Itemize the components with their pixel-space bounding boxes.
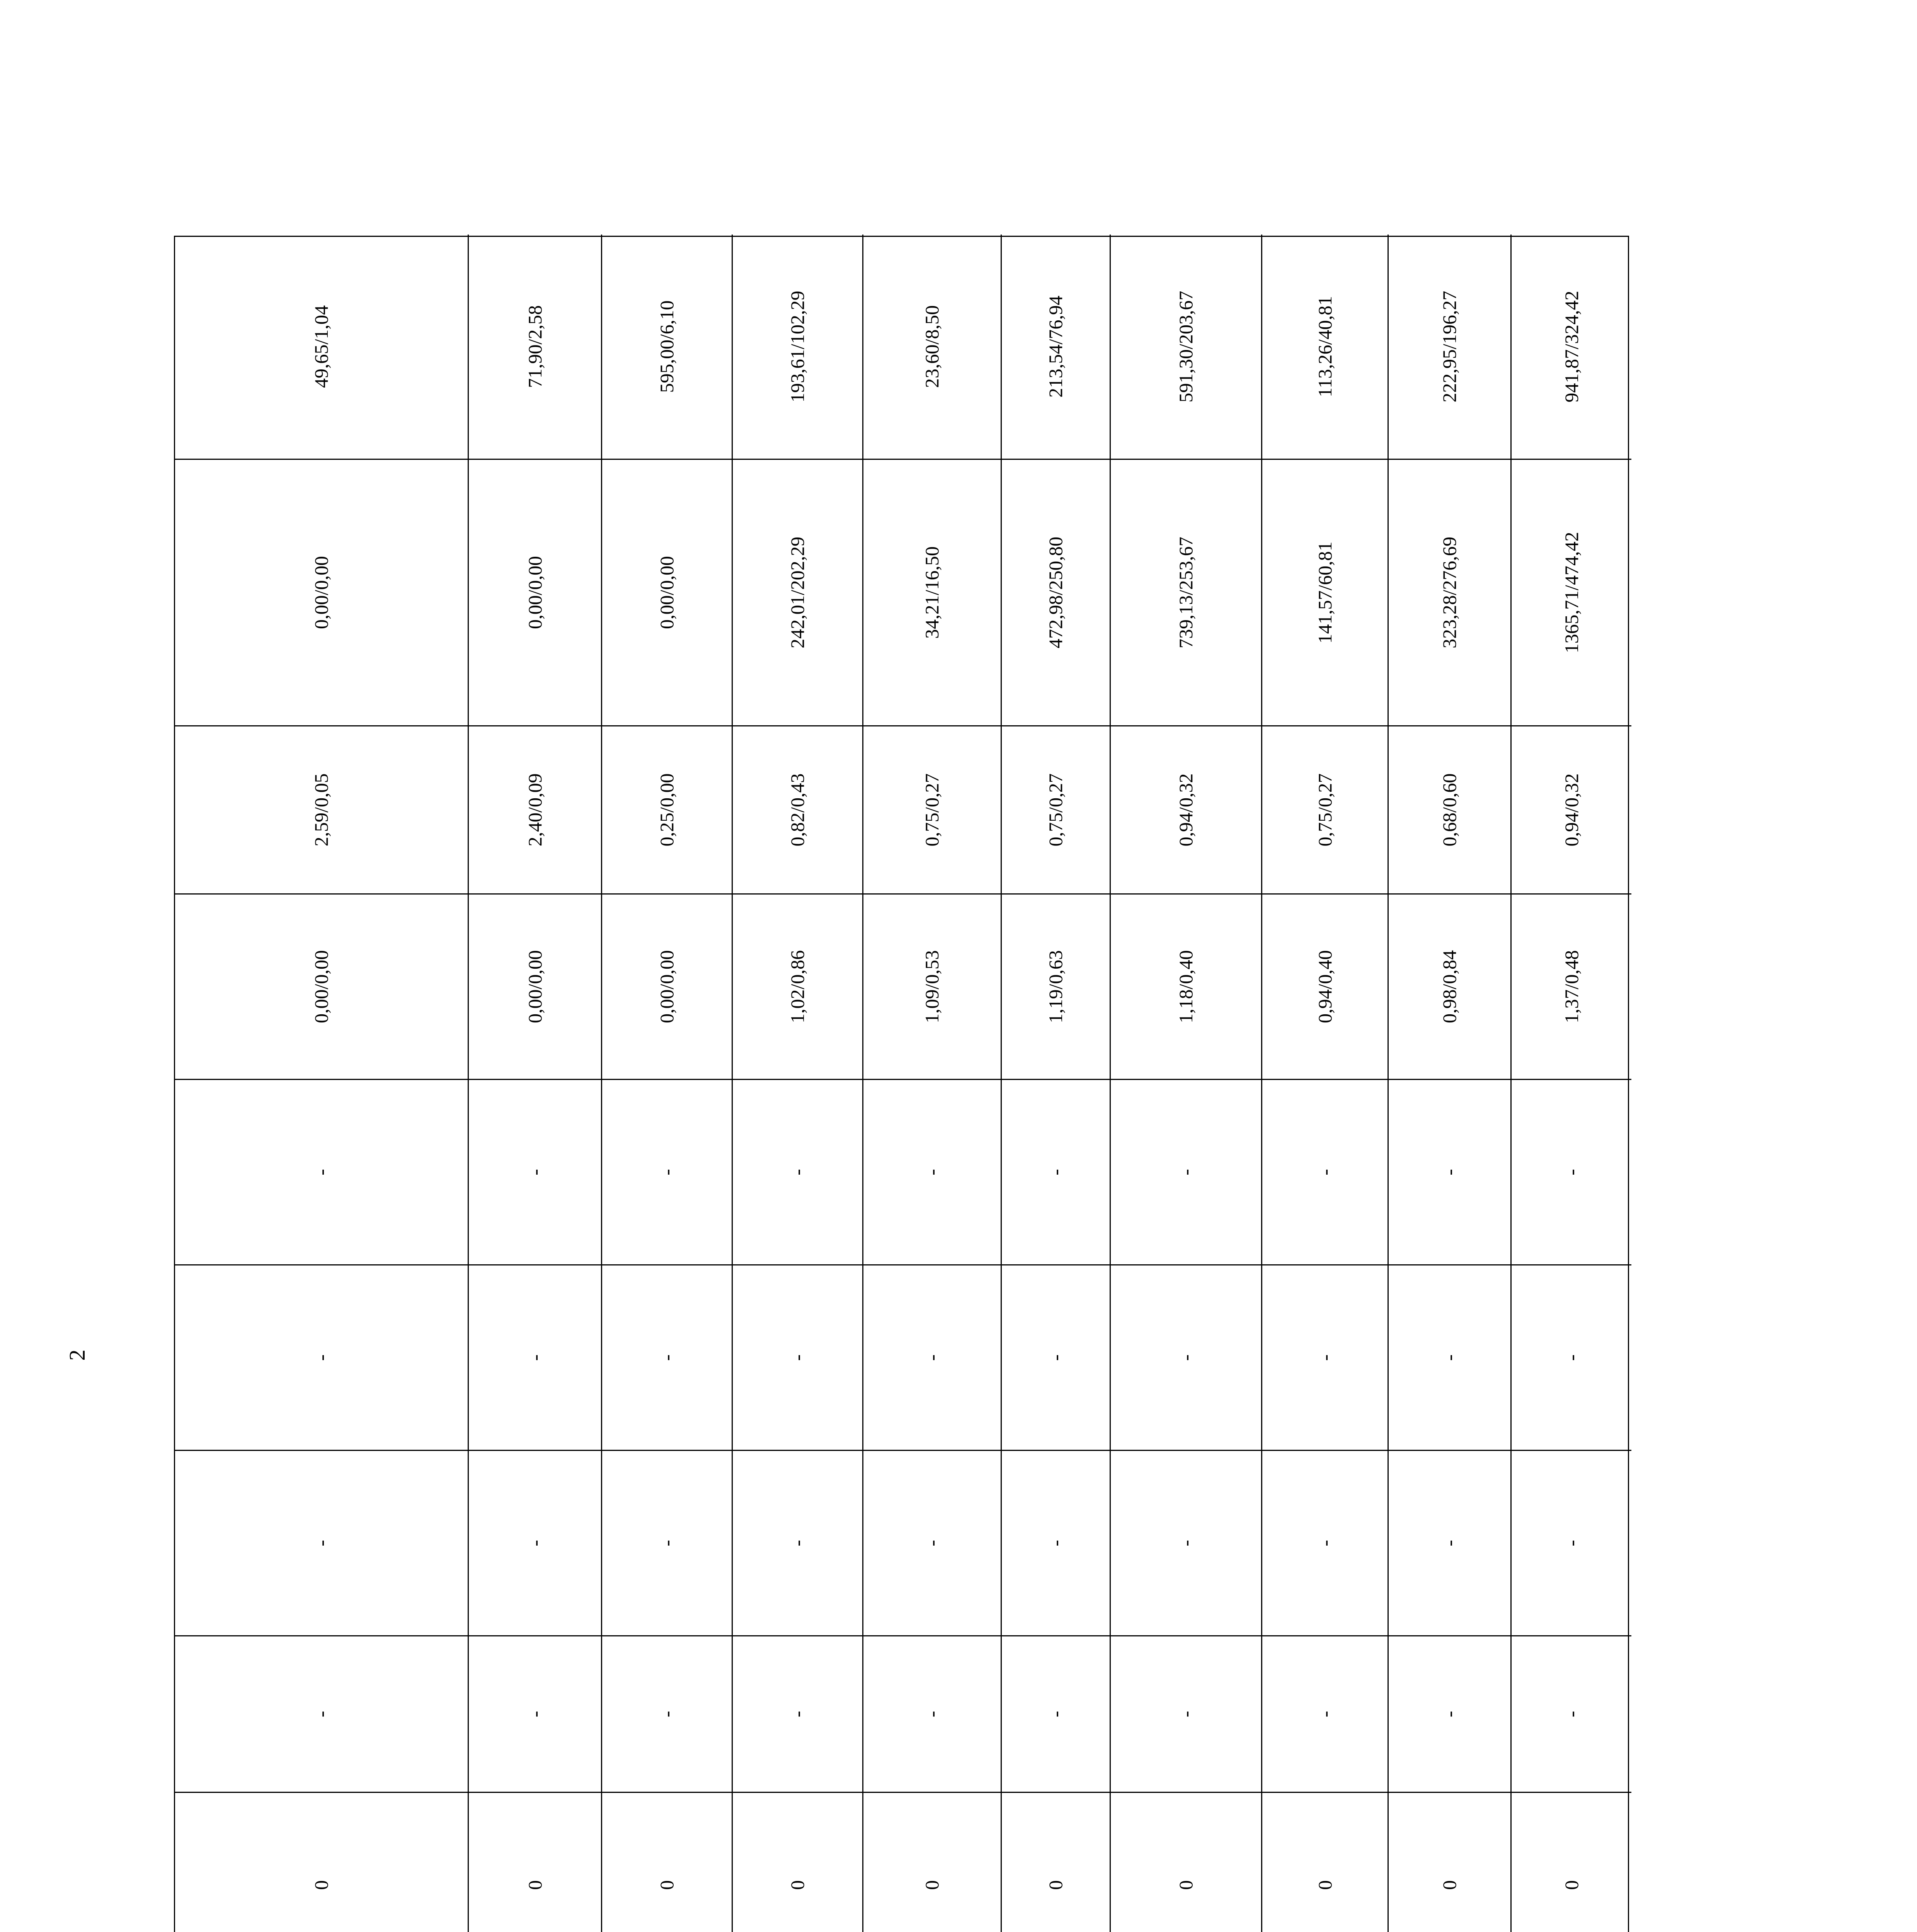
table-cell: 941,87/324,42	[1560, 291, 1582, 403]
table-cell: 0,82/0,43	[733, 725, 863, 893]
table-cell: -	[1262, 1635, 1389, 1792]
table-cell: 1,02/0,86	[733, 893, 863, 1079]
table-cell: 113,26/40,81	[1262, 235, 1389, 459]
table-cell: 1,37/0,48	[1512, 893, 1631, 1079]
table-cell: 0	[1512, 1792, 1631, 1932]
table-cell: -	[1002, 1079, 1111, 1264]
table-cell: -	[469, 1079, 602, 1264]
table-cell: -	[1389, 1450, 1512, 1635]
table-cell: 591,30/203,67	[1111, 235, 1262, 459]
table-cell: 2,40/0,09	[469, 725, 602, 893]
table-cell: -	[1111, 1450, 1262, 1635]
table-cell: -	[175, 1450, 469, 1635]
table-cell: 141,57/60,81	[1262, 459, 1389, 725]
table-cell: -	[602, 1635, 733, 1792]
table-cell: -	[733, 1450, 863, 1635]
table-cell: -	[602, 1450, 733, 1635]
table-cell: 1365,71/474,42	[1512, 459, 1631, 725]
table-cell: 0	[602, 1792, 733, 1932]
table-cell: 0	[863, 1792, 1002, 1932]
table-cell: 1,19/0,63	[1002, 893, 1111, 1079]
table-cell: 0	[175, 1792, 469, 1932]
table-cell: -	[1262, 1079, 1389, 1264]
table-cell: -	[863, 1450, 1002, 1635]
table-cell: -	[733, 1079, 863, 1264]
table-cell: -	[1262, 1450, 1389, 1635]
table-cell: 34,21/16,50	[863, 459, 1002, 725]
table-cell: 0,00/0,00	[469, 459, 602, 725]
table-cell: 0,75/0,27	[863, 725, 1002, 893]
table-cell: -	[602, 1079, 733, 1264]
table-cell: 0,68/0,60	[1389, 725, 1512, 893]
table-cell: 0,00/0,00	[175, 893, 469, 1079]
table-cell: -	[863, 1079, 1002, 1264]
table-cell: -	[1262, 1264, 1389, 1450]
table-cell: -	[469, 1264, 602, 1450]
table-cell: 242,01/202,29	[733, 459, 863, 725]
table-cell: 0	[1002, 1792, 1111, 1932]
table-cell: 0,75/0,27	[1002, 725, 1111, 893]
table-cell: 323,28/276,69	[1389, 459, 1512, 725]
table-cell: 0,98/0,84	[1389, 893, 1512, 1079]
table-cell: -	[175, 1079, 469, 1264]
table-cell: -	[1002, 1264, 1111, 1450]
table-cell: 71,90/2,58	[469, 235, 602, 459]
table-cell: 222,95/196,27	[1389, 235, 1512, 459]
table-cell: 2,59/0,05	[175, 725, 469, 893]
table-cell: -	[1389, 1635, 1512, 1792]
table-cell: 1,18/0,40	[1111, 893, 1262, 1079]
table-cell: 0,94/0,32	[1111, 725, 1262, 893]
table-cell: -	[1512, 1079, 1631, 1264]
table-cell: 595,00/6,10	[602, 235, 733, 459]
table-cell: 193,61/102,29	[733, 235, 863, 459]
table-cell: 0	[733, 1792, 863, 1932]
table-cell: -	[1512, 1450, 1631, 1635]
table-cell: -	[1002, 1450, 1111, 1635]
table-cell: -	[1512, 1264, 1631, 1450]
page-number: 2	[65, 1349, 90, 1361]
table-cell: -	[469, 1450, 602, 1635]
table-cell: 0,25/0,00	[602, 725, 733, 893]
table-cell: 472,98/250,80	[1002, 459, 1111, 725]
table-cell: 0,94/0,40	[1262, 893, 1389, 1079]
table-cell: 49,65/1,04	[175, 235, 469, 459]
table-cell: 0	[1389, 1792, 1512, 1932]
table-cell: -	[1389, 1264, 1512, 1450]
table-cell: -	[175, 1635, 469, 1792]
table-cell: -	[1512, 1635, 1631, 1792]
table-cell: -	[1111, 1635, 1262, 1792]
table-cell: -	[175, 1264, 469, 1450]
table-cell: 0,00/0,00	[602, 459, 733, 725]
table-cell: -	[1389, 1079, 1512, 1264]
table-cell: 739,13/253,67	[1111, 459, 1262, 725]
table-cell: -	[1002, 1635, 1111, 1792]
table-cell: 0	[1111, 1792, 1262, 1932]
table-cell: 213,54/76,94	[1002, 235, 1111, 459]
table-cell: -	[863, 1635, 1002, 1792]
table-cell: 1,09/0,53	[863, 893, 1002, 1079]
table-cell: 23,60/8,50	[863, 235, 1002, 459]
table-cell: -	[1111, 1264, 1262, 1450]
table-cell: -	[602, 1264, 733, 1450]
table-cell: 0,00/0,00	[175, 459, 469, 725]
table-cell: -	[1111, 1079, 1262, 1264]
table-cell: 0,00/0,00	[469, 893, 602, 1079]
table-cell: 0	[1262, 1792, 1389, 1932]
table-cell: 0,75/0,27	[1262, 725, 1389, 893]
table-cell: -	[733, 1264, 863, 1450]
table-cell: 0	[469, 1792, 602, 1932]
table-cell: 0,94/0,32	[1512, 725, 1631, 893]
table-cell: 0,00/0,00	[602, 893, 733, 1079]
data-table	[174, 236, 1629, 1932]
table-cell: -	[469, 1635, 602, 1792]
table-cell: -	[863, 1264, 1002, 1450]
table-cell: -	[733, 1635, 863, 1792]
